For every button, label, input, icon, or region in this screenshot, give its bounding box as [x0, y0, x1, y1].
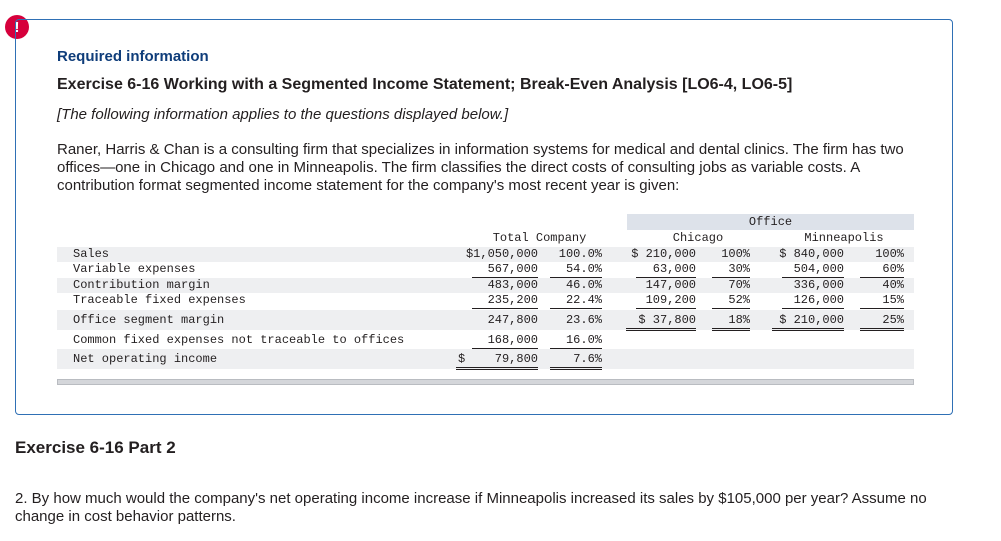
- minneapolis-sales-pct: 100%: [875, 247, 904, 261]
- chicago-sales: $ 210,000: [631, 247, 696, 261]
- total-sales: $1,050,000: [465, 247, 538, 261]
- row-label-sales: Sales: [73, 247, 110, 261]
- total-common-pct: 16.0%: [550, 333, 602, 349]
- row-label-traceable-fixed: Traceable fixed expenses: [73, 293, 246, 307]
- exercise-title: Exercise 6-16 Working with a Segmented Income Statement; Break-Even Analysis [LO6-4, LO6-5]: [57, 76, 793, 93]
- required-information-heading: Required information: [57, 48, 209, 65]
- row-label-contribution-margin: Contribution margin: [73, 278, 210, 292]
- info-note: [The following information applies to the questions displayed below.]: [57, 106, 509, 123]
- minneapolis-segment-pct: 25%: [860, 313, 904, 331]
- column-header-total: Total Company: [492, 231, 587, 245]
- minneapolis-variable-expenses: 504,000: [782, 262, 844, 278]
- column-header-chicago: Chicago: [672, 231, 724, 245]
- chicago-segment-pct: 18%: [712, 313, 750, 331]
- minneapolis-variable-pct: 60%: [860, 262, 904, 278]
- total-variable-expenses: 567,000: [472, 262, 538, 278]
- total-traceable-fixed: 235,200: [472, 293, 538, 309]
- minneapolis-contribution-pct: 40%: [882, 278, 904, 292]
- column-header-minneapolis: Minneapolis: [804, 231, 884, 245]
- total-net-pct: 7.6%: [550, 352, 602, 370]
- total-sales-pct: 100.0%: [558, 247, 602, 261]
- minneapolis-sales: $ 840,000: [779, 247, 844, 261]
- chicago-traceable-pct: 52%: [712, 293, 750, 309]
- dollar-sign: $: [458, 352, 466, 366]
- total-variable-pct: 54.0%: [550, 262, 602, 278]
- problem-description: Raner, Harris & Chan is a consulting firm that specializes in information systems for medical and dental clinics. The firm has two offices—one in Chicago and one in Minneapolis. The firm classifies the direct costs of consulting jobs as variable costs. A contribution format segmented income statement for the company's most recent year is given:: [57, 141, 904, 194]
- row-label-common-fixed: Common fixed expenses not traceable to offices: [73, 333, 405, 347]
- row-label-net-operating-income: Net operating income: [73, 352, 218, 366]
- chicago-variable-pct: 30%: [712, 262, 750, 278]
- total-segment-margin: 247,800: [487, 313, 538, 327]
- chicago-contribution-pct: 70%: [728, 278, 750, 292]
- chicago-contribution-margin: 147,000: [645, 278, 696, 292]
- minneapolis-segment-margin: $ 210,000: [772, 313, 844, 331]
- office-column-group-header: Office: [627, 214, 914, 230]
- chicago-segment-margin: $ 37,800: [626, 313, 696, 331]
- chicago-traceable-fixed: 109,200: [636, 293, 696, 309]
- total-contribution-pct: 46.0%: [565, 278, 602, 292]
- total-net-operating-income: 79,800: [456, 352, 538, 370]
- chicago-sales-pct: 100%: [721, 247, 750, 261]
- question-text: 2. By how much would the company's net operating income increase if Minneapolis increased its sales by $105,000 per year? Assume no change in cost behavior patterns.: [15, 490, 927, 525]
- total-common-fixed: 168,000: [472, 333, 538, 349]
- total-segment-pct: 23.6%: [565, 313, 602, 327]
- alert-icon: !: [5, 15, 29, 39]
- minneapolis-traceable-fixed: 126,000: [782, 293, 844, 309]
- total-traceable-pct: 22.4%: [550, 293, 602, 309]
- horizontal-scrollbar[interactable]: [57, 379, 914, 385]
- row-label-segment-margin: Office segment margin: [73, 313, 225, 327]
- minneapolis-contribution-margin: 336,000: [793, 278, 844, 292]
- minneapolis-traceable-pct: 15%: [860, 293, 904, 309]
- row-label-variable-expenses: Variable expenses: [73, 262, 196, 276]
- chicago-variable-expenses: 63,000: [636, 262, 696, 278]
- part-title: Exercise 6-16 Part 2: [15, 438, 176, 457]
- total-contribution-margin: 483,000: [487, 278, 538, 292]
